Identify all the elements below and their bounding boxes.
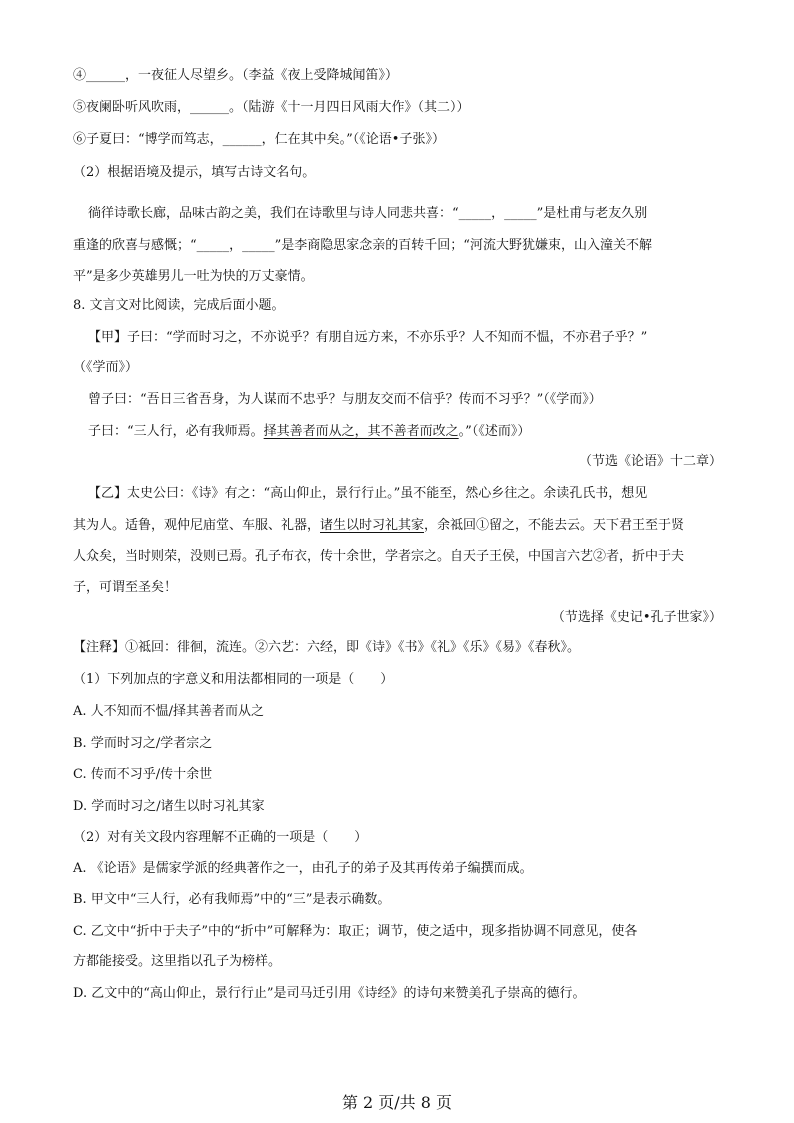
text-fragment: ，余祗回①留之，不能去云。天下君王至于贤 (424, 518, 685, 533)
option-c: C. 乙文中“折中于夫子”中的“折中”可解释为：取正；调节，使之适中，现多指协调不同意见，使各 (73, 924, 638, 939)
option-a: A. 《论语》是儒家学派的经典著作之一，由孔子的弟子及其再传弟子编撰而成。 (73, 861, 533, 876)
text-fragment: 子曰：“三人行，必有我师焉。 (88, 424, 264, 439)
text-jia-line (88, 422, 530, 442)
text-yi-attribution: （节选择《史记•孔子世家》） (551, 610, 722, 625)
option-a: A. 人不知而不愠/择其善者而从之 (73, 704, 265, 719)
text-jia-source: （《学而》） (73, 360, 139, 375)
text-fragment: 其为人。适鲁，观仲尼庙堂、车服、礼器， (73, 518, 321, 533)
poem-blank-4: ④______，一夜征人尽望乡。（李益《夜上受降城闻笛》） (73, 68, 399, 83)
sub-question-1: （1）下列加点的字意义和用法都相同的一项是（ ） (73, 672, 394, 687)
text-jia-line: 【甲】子曰：“学而时习之，不亦说乎？有朋自远方来，不亦乐乎？人不知而不愠，不亦君子乎？” (88, 330, 648, 345)
text-jia-line: 曾子曰：“吾日三省吾身，为人谋而不忠乎？与朋友交而不信乎？传而不习乎？”（《学而》） (88, 392, 602, 407)
text-yi-line: 子，可谓至圣矣！ (73, 580, 178, 595)
option-c: C. 传而不习乎/传十余世 (73, 767, 213, 782)
context-paragraph-line: 平”是多少英雄男儿一吐为快的万丈豪情。 (73, 269, 314, 284)
text-fragment: 。”（《述而》） (458, 424, 531, 439)
option-d: D. 学而时习之/诸生以时习礼其家 (73, 799, 265, 814)
option-b: B. 甲文中“三人行，必有我师焉”中的“三”是表示确数。 (73, 892, 391, 907)
context-paragraph-line: 徜徉诗歌长廊，品味古韵之美，我们在诗歌里与诗人同悲共喜：“_____，_____”是杜甫与老友久别 (88, 206, 648, 221)
text-yi-line (73, 516, 684, 536)
sub-question-2: （2）对有关文段内容理解不正确的一项是（ ） (73, 830, 368, 845)
option-c-continued: 方都能接受。这里指以孔子为榜样。 (73, 954, 282, 969)
question-8-heading: 8. 文言文对比阅读，完成后面小题。 (73, 298, 285, 313)
poem-blank-6: ⑥子夏曰：“博学而笃志，______，仁在其中矣。”（《论语•子张》） (73, 132, 445, 147)
annotation-note: 【注释】①祗回：徘徊，流连。②六艺：六经，即《诗》《书》《礼》《乐》《易》《春秋》。 (73, 640, 581, 655)
text-yi-line: 人众矣，当时则荣，没则已焉。孔子布衣，传十余世，学者宗之。自天子王侯，中国言六艺②者，折中于夫 (73, 549, 685, 564)
question-7-2: （2）根据语境及提示，填写古诗文名句。 (73, 165, 316, 180)
text-jia-attribution: （节选《论语》十二章） (578, 454, 722, 469)
option-b: B. 学而时习之/学者宗之 (73, 736, 213, 751)
option-d: D. 乙文中的“高山仰止，景行行止”是司马迁引用《诗经》的诗句来赞美孔子崇高的德行。 (73, 986, 586, 1001)
underlined-sentence: 诸生以时习礼其家 (320, 518, 425, 533)
underlined-sentence: 择其善者而从之，其不善者而改之 (263, 424, 459, 439)
page-number-footer: 第 2 页/共 8 页 (341, 1093, 453, 1112)
context-paragraph-line: 重逢的欣喜与感慨；“_____，_____”是李商隐思家念亲的百转千回；“河流大野犹嫌束，山入潼关不解 (73, 238, 652, 253)
text-yi-line: 【乙】太史公曰：《诗》有之：“高山仰止，景行行止。”虽不能至，然心乡往之。余读孔氏书，想见 (88, 486, 648, 501)
poem-blank-5: ⑤夜阑卧听风吹雨，______。（陆游《十一月四日风雨大作》（其二）） (73, 100, 470, 115)
